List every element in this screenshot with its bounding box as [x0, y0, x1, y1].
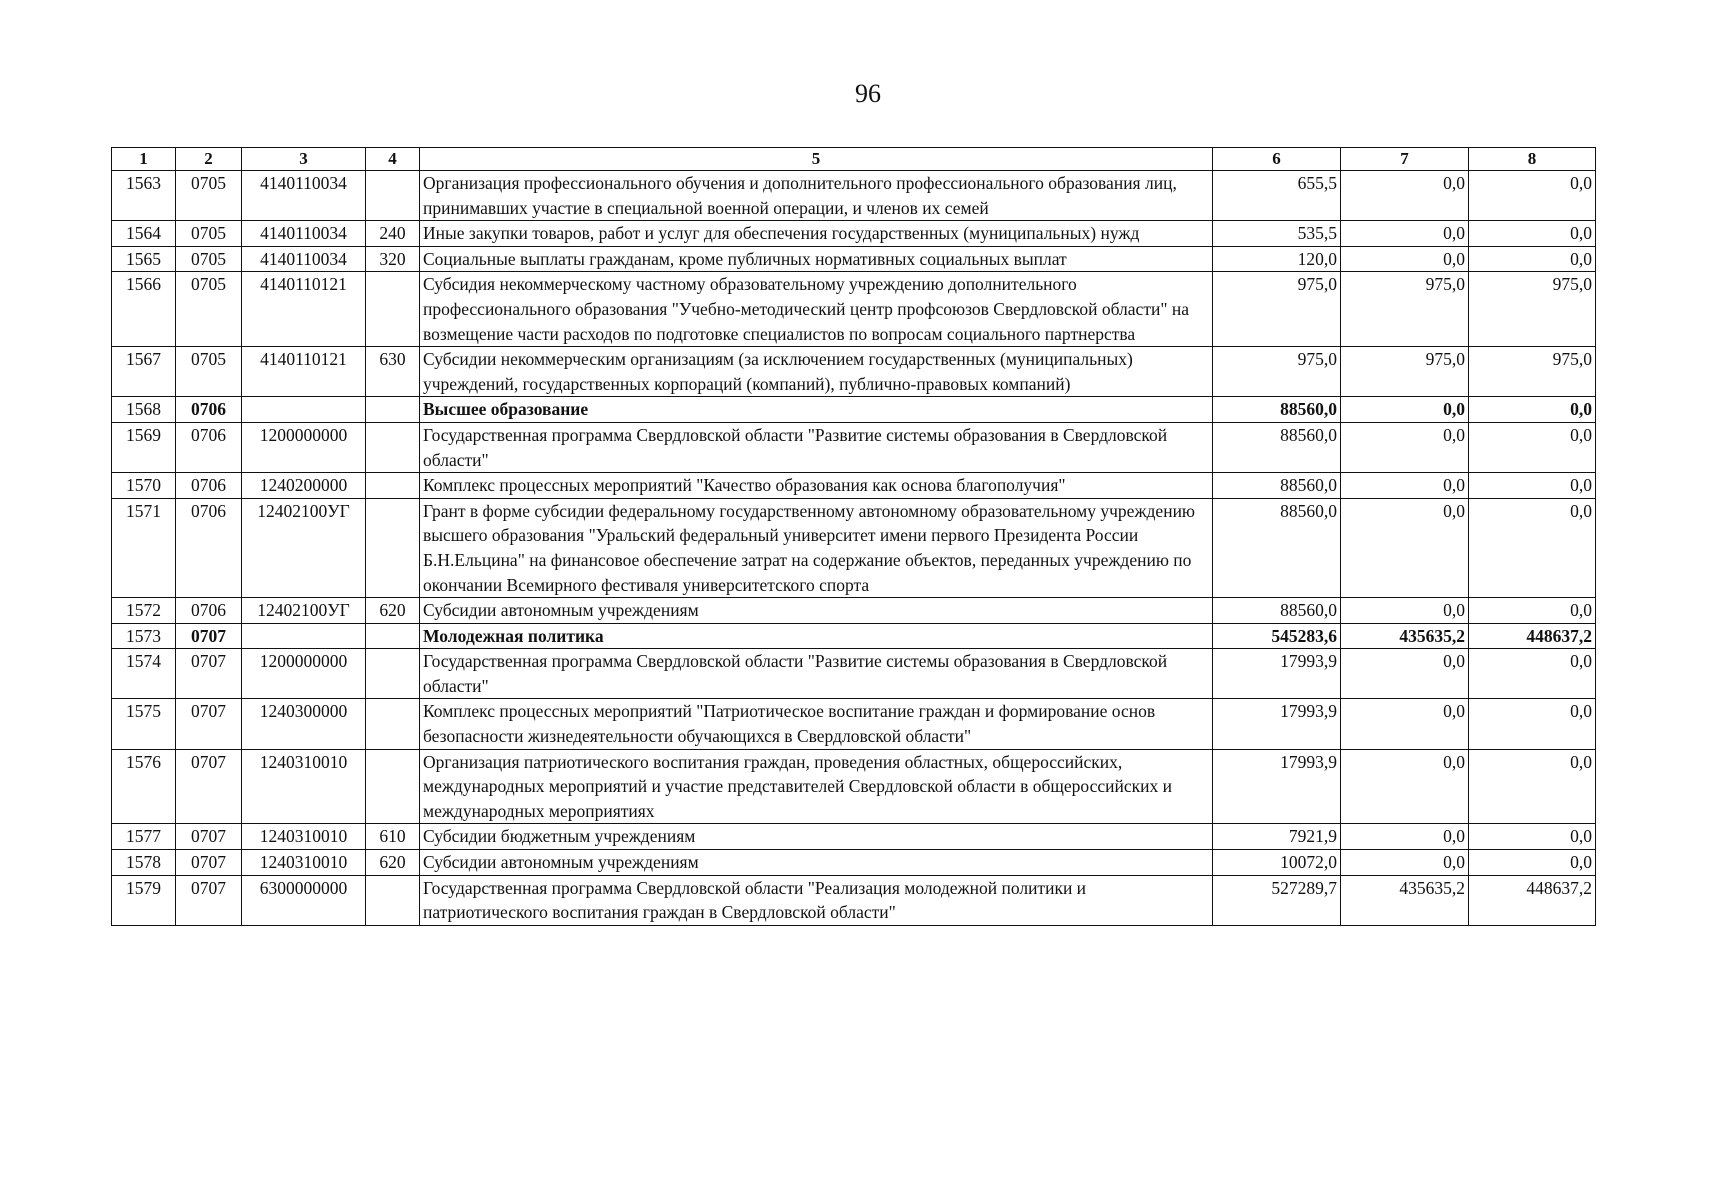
row-number: 1574	[112, 649, 176, 699]
amount-col-8: 0,0	[1469, 850, 1596, 876]
amount-col-7: 435635,2	[1341, 623, 1469, 649]
target-article-code: 1240300000	[242, 699, 366, 749]
amount-col-7: 0,0	[1341, 649, 1469, 699]
expense-type-code: 630	[366, 347, 420, 397]
expense-type-code: 620	[366, 850, 420, 876]
row-description: Молодежная политика	[420, 623, 1213, 649]
expense-type-code	[366, 397, 420, 423]
column-header: 7	[1341, 148, 1469, 171]
target-article-code: 1240310010	[242, 850, 366, 876]
section-code: 0706	[176, 598, 242, 624]
target-article-code: 1200000000	[242, 649, 366, 699]
table-row	[112, 246, 1596, 272]
amount-col-7: 975,0	[1341, 272, 1469, 347]
row-description: Организация патриотического воспитания граждан, проведения областных, общероссийских, международных мероприятий и участие представителей Свердловской области в общероссийских и международных мероприятиях	[420, 749, 1213, 824]
row-number: 1570	[112, 473, 176, 499]
column-header: 3	[242, 148, 366, 171]
amount-col-6: 88560,0	[1213, 598, 1341, 624]
header-row	[112, 148, 1596, 171]
section-code: 0705	[176, 221, 242, 247]
row-number: 1566	[112, 272, 176, 347]
row-description: Государственная программа Свердловской области "Развитие системы образования в Свердловской области"	[420, 649, 1213, 699]
table-row	[112, 649, 1596, 699]
table-row	[112, 850, 1596, 876]
amount-col-7: 975,0	[1341, 347, 1469, 397]
row-number: 1563	[112, 171, 176, 221]
table-row	[112, 598, 1596, 624]
row-number: 1565	[112, 246, 176, 272]
amount-col-8: 975,0	[1469, 347, 1596, 397]
section-code: 0707	[176, 875, 242, 925]
amount-col-7: 0,0	[1341, 498, 1469, 597]
row-description: Комплекс процессных мероприятий "Качество образования как основа благополучия"	[420, 473, 1213, 499]
row-description: Иные закупки товаров, работ и услуг для обеспечения государственных (муниципальных) нужд	[420, 221, 1213, 247]
row-description: Комплекс процессных мероприятий "Патриотическое воспитание граждан и формирование основ безопасности жизнедеятельности обучающихся в Свердловской области"	[420, 699, 1213, 749]
amount-col-8: 0,0	[1469, 598, 1596, 624]
target-article-code: 4140110121	[242, 347, 366, 397]
section-code: 0706	[176, 473, 242, 499]
expense-type-code	[366, 422, 420, 472]
amount-col-7: 0,0	[1341, 749, 1469, 824]
amount-col-6: 88560,0	[1213, 473, 1341, 499]
target-article-code	[242, 397, 366, 423]
table-row	[112, 347, 1596, 397]
section-code: 0707	[176, 699, 242, 749]
budget-table	[111, 147, 1596, 926]
row-description: Субсидии автономным учреждениям	[420, 598, 1213, 624]
row-number: 1572	[112, 598, 176, 624]
amount-col-7: 0,0	[1341, 850, 1469, 876]
table-row	[112, 699, 1596, 749]
target-article-code	[242, 623, 366, 649]
row-description: Высшее образование	[420, 397, 1213, 423]
table-row	[112, 422, 1596, 472]
target-article-code: 1240200000	[242, 473, 366, 499]
expense-type-code: 240	[366, 221, 420, 247]
amount-col-7: 0,0	[1341, 473, 1469, 499]
row-number: 1567	[112, 347, 176, 397]
expense-type-code: 320	[366, 246, 420, 272]
row-number: 1576	[112, 749, 176, 824]
amount-col-7: 0,0	[1341, 246, 1469, 272]
amount-col-6: 7921,9	[1213, 824, 1341, 850]
amount-col-6: 975,0	[1213, 347, 1341, 397]
amount-col-8: 0,0	[1469, 699, 1596, 749]
table-row	[112, 875, 1596, 925]
section-code: 0706	[176, 498, 242, 597]
section-code: 0707	[176, 623, 242, 649]
target-article-code: 1240310010	[242, 824, 366, 850]
amount-col-8: 0,0	[1469, 171, 1596, 221]
amount-col-6: 17993,9	[1213, 749, 1341, 824]
table-row	[112, 221, 1596, 247]
amount-col-6: 17993,9	[1213, 649, 1341, 699]
row-description: Государственная программа Свердловской области "Реализация молодежной политики и патриотического воспитания граждан в Свердловской области"	[420, 875, 1213, 925]
expense-type-code	[366, 272, 420, 347]
row-number: 1568	[112, 397, 176, 423]
amount-col-8: 0,0	[1469, 498, 1596, 597]
expense-type-code	[366, 171, 420, 221]
section-code: 0706	[176, 422, 242, 472]
amount-col-6: 975,0	[1213, 272, 1341, 347]
column-header: 8	[1469, 148, 1596, 171]
expense-type-code	[366, 649, 420, 699]
table-row	[112, 824, 1596, 850]
amount-col-8: 0,0	[1469, 473, 1596, 499]
amount-col-8: 448637,2	[1469, 623, 1596, 649]
section-code: 0705	[176, 347, 242, 397]
amount-col-7: 0,0	[1341, 397, 1469, 423]
row-description: Субсидия некоммерческому частному образовательному учреждению дополнительного профессионального образования "Учебно-методический центр профсоюзов Свердловской области" на возмещение части расходов по подготовке специалистов по вопросам социального партнерства	[420, 272, 1213, 347]
section-code: 0705	[176, 171, 242, 221]
amount-col-7: 435635,2	[1341, 875, 1469, 925]
column-header: 2	[176, 148, 242, 171]
amount-col-8: 0,0	[1469, 397, 1596, 423]
column-header: 1	[112, 148, 176, 171]
amount-col-6: 535,5	[1213, 221, 1341, 247]
target-article-code: 12402100УГ	[242, 598, 366, 624]
row-description: Субсидии автономным учреждениям	[420, 850, 1213, 876]
row-number: 1571	[112, 498, 176, 597]
amount-col-8: 0,0	[1469, 749, 1596, 824]
table-row	[112, 171, 1596, 221]
expense-type-code	[366, 473, 420, 499]
column-header: 6	[1213, 148, 1341, 171]
expense-type-code	[366, 875, 420, 925]
page-number: 96	[855, 79, 881, 108]
target-article-code: 1240310010	[242, 749, 366, 824]
amount-col-8: 0,0	[1469, 422, 1596, 472]
amount-col-8: 0,0	[1469, 246, 1596, 272]
expense-type-code: 610	[366, 824, 420, 850]
amount-col-8: 448637,2	[1469, 875, 1596, 925]
amount-col-7: 0,0	[1341, 171, 1469, 221]
table-row	[112, 397, 1596, 423]
table-row	[112, 749, 1596, 824]
amount-col-6: 10072,0	[1213, 850, 1341, 876]
row-description: Социальные выплаты гражданам, кроме публичных нормативных социальных выплат	[420, 246, 1213, 272]
target-article-code: 1200000000	[242, 422, 366, 472]
target-article-code: 4140110034	[242, 171, 366, 221]
target-article-code: 12402100УГ	[242, 498, 366, 597]
column-header: 5	[420, 148, 1213, 171]
expense-type-code	[366, 498, 420, 597]
row-number: 1573	[112, 623, 176, 649]
expense-type-code	[366, 699, 420, 749]
section-code: 0706	[176, 397, 242, 423]
amount-col-8: 975,0	[1469, 272, 1596, 347]
amount-col-6: 88560,0	[1213, 397, 1341, 423]
section-code: 0707	[176, 749, 242, 824]
row-description: Субсидии некоммерческим организациям (за исключением государственных (муниципальных) учреждений, государственных корпораций (компаний), публично-правовых компаний)	[420, 347, 1213, 397]
amount-col-7: 0,0	[1341, 422, 1469, 472]
row-number: 1569	[112, 422, 176, 472]
amount-col-6: 17993,9	[1213, 699, 1341, 749]
amount-col-7: 0,0	[1341, 221, 1469, 247]
amount-col-8: 0,0	[1469, 221, 1596, 247]
column-header: 4	[366, 148, 420, 171]
table-body	[112, 171, 1596, 926]
expense-type-code: 620	[366, 598, 420, 624]
table-row	[112, 473, 1596, 499]
amount-col-7: 0,0	[1341, 598, 1469, 624]
expense-type-code	[366, 749, 420, 824]
row-description: Организация профессионального обучения и дополнительного профессионального образования лиц, принимавших участие в специальной военной операции, и членов их семей	[420, 171, 1213, 221]
table-row	[112, 498, 1596, 597]
table-row	[112, 623, 1596, 649]
row-number: 1578	[112, 850, 176, 876]
section-code: 0707	[176, 649, 242, 699]
target-article-code: 6300000000	[242, 875, 366, 925]
amount-col-6: 655,5	[1213, 171, 1341, 221]
section-code: 0705	[176, 272, 242, 347]
row-number: 1579	[112, 875, 176, 925]
section-code: 0705	[176, 246, 242, 272]
row-description: Грант в форме субсидии федеральному государственному автономному образовательному учреждению высшего образования "Уральский федеральный университет имени первого Президента России Б.Н.Ельцина" на финансовое обеспечение затрат на содержание объектов, переданных учреждению по окончании Всемирного фестиваля университетского спорта	[420, 498, 1213, 597]
row-description: Государственная программа Свердловской области "Развитие системы образования в Свердловской области"	[420, 422, 1213, 472]
amount-col-6: 527289,7	[1213, 875, 1341, 925]
row-number: 1575	[112, 699, 176, 749]
amount-col-8: 0,0	[1469, 649, 1596, 699]
target-article-code: 4140110034	[242, 221, 366, 247]
amount-col-6: 120,0	[1213, 246, 1341, 272]
expense-type-code	[366, 623, 420, 649]
amount-col-6: 545283,6	[1213, 623, 1341, 649]
target-article-code: 4140110034	[242, 246, 366, 272]
row-number: 1564	[112, 221, 176, 247]
section-code: 0707	[176, 850, 242, 876]
table-row	[112, 272, 1596, 347]
amount-col-8: 0,0	[1469, 824, 1596, 850]
amount-col-6: 88560,0	[1213, 498, 1341, 597]
amount-col-7: 0,0	[1341, 699, 1469, 749]
row-description: Субсидии бюджетным учреждениям	[420, 824, 1213, 850]
row-number: 1577	[112, 824, 176, 850]
amount-col-7: 0,0	[1341, 824, 1469, 850]
target-article-code: 4140110121	[242, 272, 366, 347]
amount-col-6: 88560,0	[1213, 422, 1341, 472]
section-code: 0707	[176, 824, 242, 850]
